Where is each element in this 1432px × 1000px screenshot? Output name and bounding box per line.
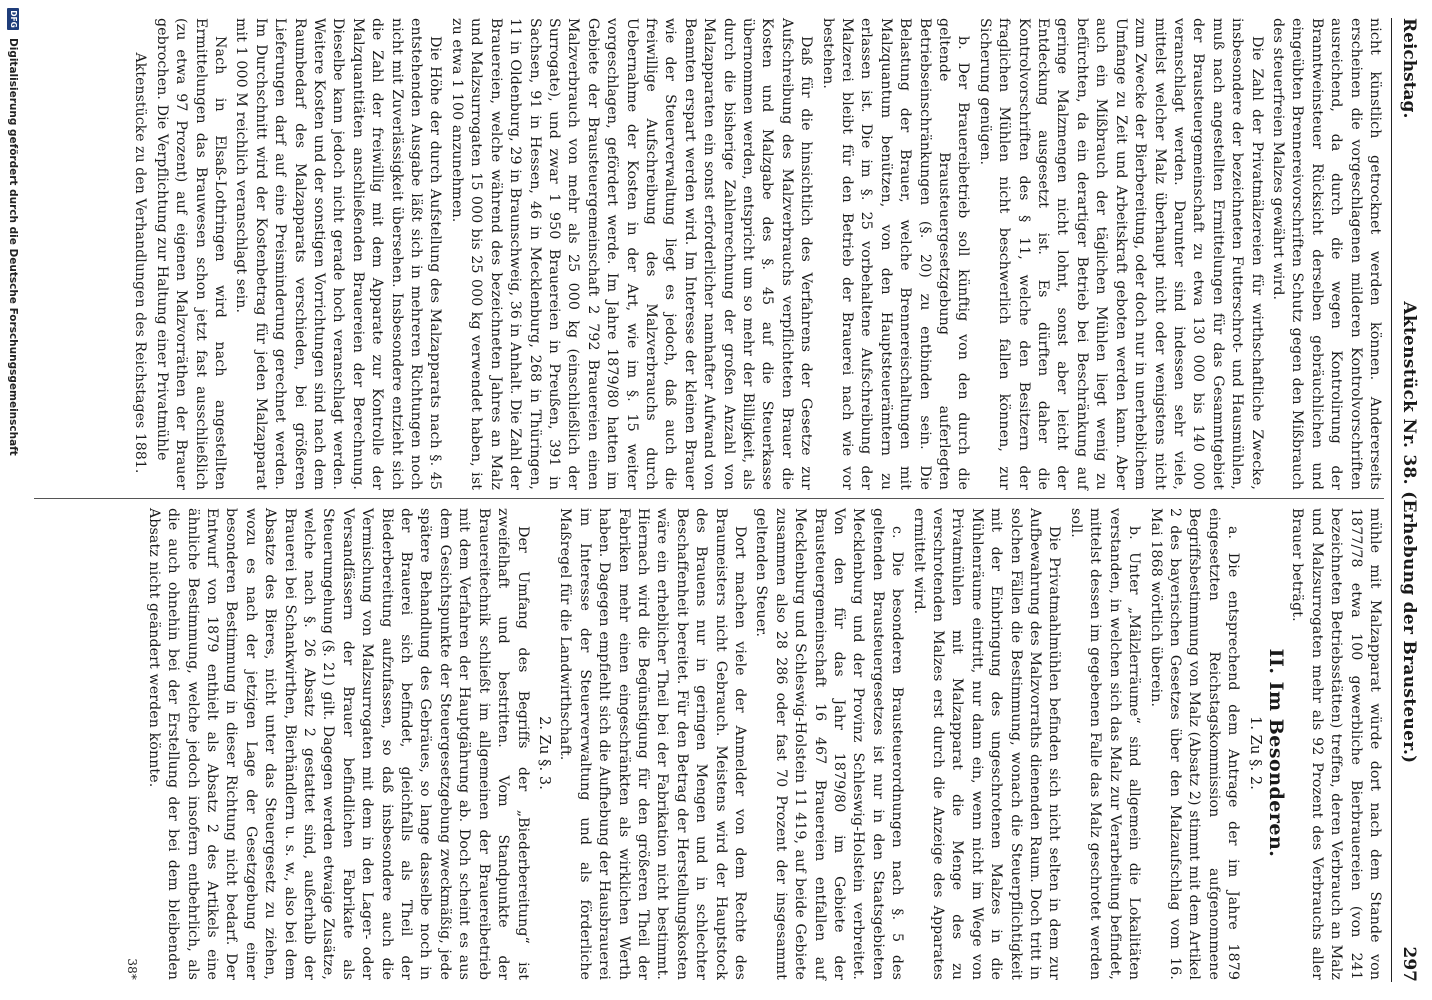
paragraph: b. Der Brauereibetrieb soll künftig von den durch die geltende Brausteuergesetzgebung auferlegten Betriebseinschränkungen (§. 20) zu entbinden sein. Die Belastung der Brauer, welche Brennereischaltungen mit Malzquantum benützen, von den Hauptsteuerämtern zu erlassen ist. Die im §. 25 vorbehaltene Aufschreibung der Malzerei bleibt für den Betrieb der Brauerei nach wie vor bestehen. bbox=[819, 18, 972, 490]
paragraph: Nach in Elsaß-Lothringen wird nach angestellten Ermittelungen das Brauwesen schon jetzt fast ausschließlich (zu etwa 97 Prozent) auf eigenen Malzvorräthen der Brauer gebrochen. Die Verpflichtung zur Haltung einer Privatmühle bbox=[153, 18, 229, 490]
paragraph: c. Die besonderen Brausteuerordnungen nach §. 5 des geltenden Brausteuergesetzes ist nur in den Staatsgebieten Mecklenburg und der Provinz Schleswig-Holstein verbreitet. Von den für das Jahr 1879/80 im Gebiete der Brausteuergemeinschaft 16 467 Brauereien entfallen auf Mecklenburg und Schleswig-Holstein 11 419, auf beide Gebiete zusammen also 28 286 oder fast 70 Prozent der insgesammt geltenden Steuer. bbox=[753, 508, 906, 980]
paragraph: b. Unter „Mälzlerräume“ sind allgemein die Lokalitäten verstanden, in welchen sich das Malz zur Verarbeitung befindet, mittelst dessen im gegebenen Falle das Malz geschrotet werden soll. bbox=[1067, 508, 1143, 980]
paragraph: Daß für die hinsichtlich des Verfahrens der Gesetze zur Aufschreibung des Malzverbrauchs verpflichteten Brauer die Kosten und Malzgabe des §. 45 auf die Steuerkasse übernommen werden, entspricht um so mehr der Billigkeit, als durch die bisherige Zahlenrechnung der großen Anzahl von Malzapparaten ein sonst erforderlicher namhafter Aufwand von Beamten erspart werden wird. Im Interesse der kleinen Brauer wie der Steuerverwaltung liegt es jedoch, daß auch die freiwillige Aufschreibung des Malzverbrauchs durch Uebernahme der Kosten in der Art, wie im §. 15 weiter vorgeschlagen, gefördert werde. Im Jahre 1879/80 hatten im Gebiete der Brausteuergemeinschaft 2 792 Brauereien einen Malzverbrauch von mehr als 25 000 kg (einschließlich der Surrogate), und zwar 1 950 Brauereien in Preußen, 391 in Sachsen, 91 in Hessen, 46 in Mecklenburg, 268 in Thüringen, 11 in Oldenburg, 29 in Braunschweig, 36 in Anhalt. Die Zahl der Brauereien, welche während des bezeichneten Jahres an Malz und Malzsurrogaten 15 000 bis 25 000 kg verwendet haben, ist zu etwa 1 100 anzunehmen. bbox=[448, 18, 815, 490]
subsection-title: 1. Zu §. 2. bbox=[1246, 716, 1263, 790]
page-number: 297 bbox=[1399, 946, 1419, 982]
header-left: Reichstag. bbox=[1399, 18, 1419, 119]
section-title: II. Im Besonderen. bbox=[1264, 648, 1287, 858]
paragraph: Die Zahl der Privatmälzereien für wirthschaftliche Zwecke, insbesondere der bezeichneten Futterschrot- und Hausmühlen, muß nach angestellten Ermittelungen für das Gesammtgebiet der Brausteuergemeinschaft zu etwa 130 000 bis 140 000 veranschlagt werden. Darunter sind indessen sehr viele, mittelst welcher Malz überhaupt nicht oder wenigstens nicht zum Zwecke der Bierbereitung, oder doch nur in unerheblichem Umfange zu Zeit und Arbeitskraft geboten werden kann. Aber auch ein Mißbrauch der täglichen Mühlen liegt wenig zu befürchten, da ein derartiger Betrieb bei Beschränkung auf geringe Malzmengen nicht lohnt, sonst aber leicht der Entdeckung ausgesetzt ist. Es dürften daher die Kontrolvorschriften des § 11, welche den Besitzern der fraglichen Mühlen nicht beschwerlich fallen können, zur Sicherung genügen. bbox=[976, 18, 1265, 490]
digitization-credit: Digitalisierung gefördert durch die Deutsche Forschungsgemeinschaft bbox=[7, 38, 19, 456]
paragraph: mühle mit Malzapparat würde dort nach dem Stande von 1877/78 etwa 100 gewerbliche Bierbrauereien (von 241 bezeichneten Betriebsstätten) treffen, deren Verbrauch an Malz und Malzsurrogaten mehr als 92 Prozent des Verbrauchs aller Brauer beträgt. bbox=[1289, 508, 1383, 980]
page-header bbox=[1394, 18, 1424, 982]
paragraph: nicht künstlich getrocknet werden können. Andererseits erscheinen die vorgeschlagenen milderen Kontrolvorschriften ausreichend, da durch die wegen Kontrolirung der Branntweinsteuer Rücksicht derselben gebräuchlichen und eingeübten Brennereivorschriften Schutz gegen den Mißbrauch des steuerfreien Malzes gewährt wird. bbox=[1269, 18, 1383, 490]
paragraph: Die Privatmahlmühlen befinden sich nicht selten in dem zur Aufbewahrung des Malzvorraths dienenden Raum. Doch tritt in solchen Fällen die Bestimmung, wonach die Steuerpflichtigkeit mit der Einbringung des ungeschrotenen Malzes in die Mühlenräume eintritt, nur dann ein, wenn nicht im Wege von Privatmühlen mit Malzapparat die Menge des zu verschrotenden Malzes erst durch die Anzeige des Apparates ermittelt wird. bbox=[910, 508, 1063, 980]
header-document-number: Aktenstück Nr. 38. bbox=[1399, 301, 1419, 485]
digitization-footer bbox=[4, 0, 22, 1000]
paragraph: a. Die entsprechend dem Antrage der im Jahre 1879 eingesetzten Reichstagskommission aufgenommene Begriffsbestimmung von Malz (Absatz 2) stimmt mit dem Artikel 2 des bayerischen Gesetzes über den Malzaufschlag vom 16. Mai 1868 wörtlich überein. bbox=[1147, 508, 1242, 980]
header-center bbox=[1399, 118, 1419, 946]
paragraph: Die Höhe der durch Aufstellung des Malzapparats nach §. 45 entstehenden Ausgabe läßt sich in mehreren Richtungen noch nicht mit Zuverlässigkeit übersehen. Insbesondere entzieht sich die Zahl der freiwillig mit dem Apparate zur Kontrolle der Malzquantitäten anschließenden Brauereien der Berechnung. Dieselbe kann jedoch nicht gerade hoch veranschlagt werden. Weitere Kosten und der sonstigen Vorrichtungen sind nach dem Raumbedarf des Malzapparats verschieden, bei größeren Lieferungen darf auf eine Preisminderung gerechnet werden. Im Durchschnitt wird der Kostenbetrag für jeden Malzapparat mit 1 000 M reichlich veranschlagt sein. bbox=[233, 18, 444, 490]
dfg-logo: DFG bbox=[7, 8, 19, 30]
header-subject: (Erhebung der Brausteuer.) bbox=[1399, 491, 1419, 764]
right-column bbox=[120, 508, 1384, 980]
left-column bbox=[128, 18, 1384, 490]
paragraph: Dort machen viele der Anmelder von dem Rechte des Braumeisters nicht Gebrauch. Meistens wird der Hauptstock des Brauens nur in geringen Mengen und in schlechter Beschaffenheit bereitet. Für den Betrag der Herstellungskosten wäre ein erheblicher Theil bei der Fabrikation nicht bestimmt. Hiernach wird die Begünstigung für den größeren Theil der Fabriken mehr einen eingeschränkten als wirklichen Werth haben. Dagegen empfiehlt sich die Aufhebung der Hausbrauerei im Interesse der Steuerverwaltung und als förderliche Maßregel für die Landwirthschaft. bbox=[557, 508, 748, 980]
header-rule bbox=[1391, 18, 1392, 982]
column-divider bbox=[34, 498, 1384, 499]
subsection-title: 2. Zu §. 3. bbox=[535, 716, 552, 790]
signature-mark: 38* bbox=[125, 958, 140, 980]
paragraph: Der Umfang des Begriffs der „Biederbereitung“ ist zweifelhaft und bestritten. Vom Standpunkte der Brauereitechnik schließt im allgemeinen der Brauereibetrieb mit dem Verfahren der Hauptgährung ab. Doch scheint es aus dem Gesichtspunkte der Steuergesetzgebung zweckmäßig, jede spätere Behandlung des Gebräues, so lange dasselbe noch in der Brauerei sich befindet, gleichfalls als Theil der Biederbereitung aufzufassen, so daß insbesondere auch die Vermischung von Malzsurrogaten mit dem in den Lager- oder Versandfässern der Brauer befindlichen Fabrikate als Steuerumgehung (§. 21) gilt. Dagegen werden etwaige Zusätze, welche nach §. 26 Absatz 2 gestattet sind, außerhalb der Brauerei bei Schankwirthen, Bierhändlern u. s. w., also bei dem Absatze des Bieres, nicht unter das Steuergesetz zu ziehen, wozu es nach der jetzigen Lage der Gesetzgebung einer besonderen Bestimmung in dieser Richtung nicht bedarf. Der Entwurf von 1879 enthielt als Absatz 2 des Artikels eine ähnliche Bestimmung, welche jedoch insofern entbehrlich, als die auch ohnehin bei der Erstellung der bei dem bleibenden Absatz nicht geändert werden könnte. bbox=[145, 508, 531, 980]
signature-line: Aktenstücke zu den Verhandlungen des Reichstages 1881. bbox=[132, 52, 149, 474]
